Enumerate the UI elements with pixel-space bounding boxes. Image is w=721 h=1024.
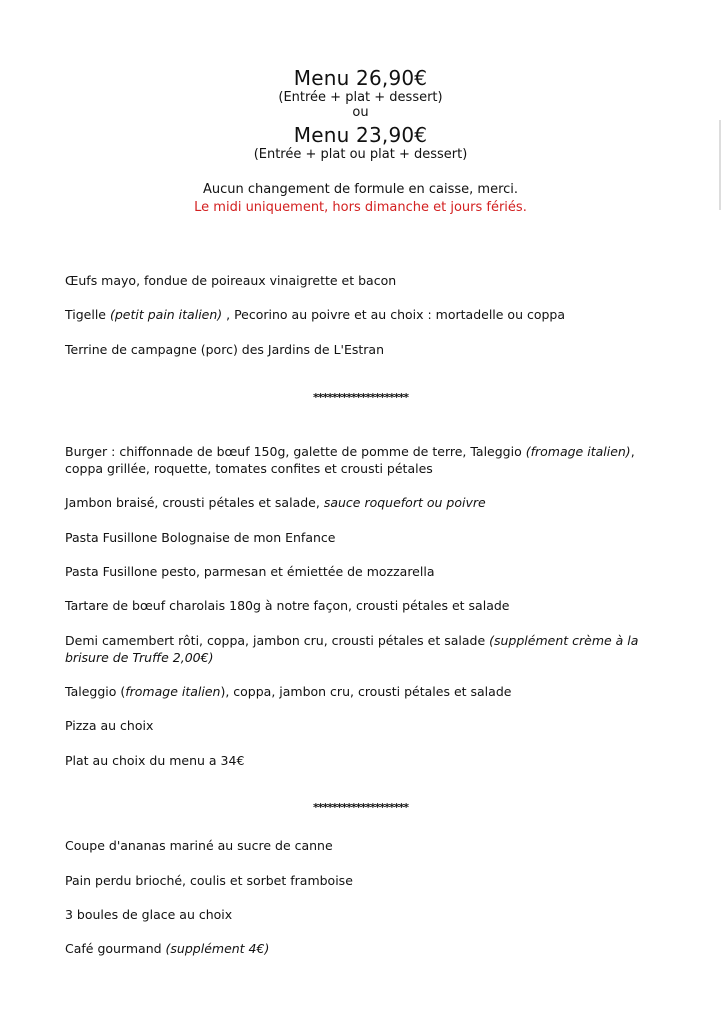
- plat-text: Taleggio (: [65, 684, 126, 699]
- plat-italic-text: sauce roquefort ou poivre: [323, 495, 486, 510]
- separator: ********************: [312, 801, 409, 814]
- entree-text: Tigelle: [65, 307, 110, 322]
- separator: ********************: [312, 391, 409, 404]
- plat-item: [65, 494, 665, 511]
- menu-header: [0, 66, 721, 217]
- plat-item: [65, 563, 665, 580]
- menu2-title: Menu 23,90€: [293, 123, 428, 147]
- plat-text: ), coppa, jambon cru, crousti pétales et salade: [220, 684, 512, 699]
- plat-item: [65, 529, 665, 546]
- plat-item: [65, 717, 665, 734]
- plat-text: Demi camembert rôti, coppa, jambon cru, crousti pétales et salade: [65, 633, 490, 648]
- entree-item: [65, 306, 665, 323]
- menu1-subtitle: (Entrée + plat + dessert): [278, 90, 443, 105]
- plat-text: Tartare de bœuf charolais 180g à notre façon, crousti pétales et salade: [65, 598, 510, 613]
- plat-text: Pasta Fusillone Bolognaise de mon Enfance: [65, 530, 336, 545]
- lunch-only-note: Le midi uniquement, hors dimanche et jours fériés.: [194, 200, 527, 215]
- plat-text: Plat au choix du menu a 34€: [65, 753, 245, 768]
- entree-text: Terrine de campagne (porc) des Jardins de L'Estran: [65, 342, 385, 357]
- plat-text: , coppa grillée, roquette, tomates confites et crousti pétales: [65, 444, 635, 476]
- dessert-italic-text: (supplément 4€): [165, 941, 270, 956]
- plat-text: Burger : chiffonnade de bœuf 150g, galette de pomme de terre, Taleggio: [65, 444, 526, 459]
- plat-item: [65, 597, 665, 614]
- dessert-item: [65, 837, 665, 854]
- dessert-text: Coupe d'ananas mariné au sucre de canne: [65, 838, 333, 853]
- entree-item: [65, 341, 665, 358]
- plat-italic-text: (fromage italien): [525, 444, 631, 459]
- dessert-text: Pain perdu brioché, coulis et sorbet framboise: [65, 873, 353, 888]
- plat-text: Pasta Fusillone pesto, parmesan et émiettée de mozzarella: [65, 564, 435, 579]
- formula-note: Aucun changement de formule en caisse, merci.: [202, 182, 519, 197]
- entree-text: Œufs mayo, fondue de poireaux vinaigrette et bacon: [65, 273, 397, 288]
- menu1-title: Menu 26,90€: [293, 66, 428, 90]
- plat-item: [65, 632, 665, 666]
- plat-italic-text: fromage italien: [125, 684, 221, 699]
- dessert-item: [65, 906, 665, 923]
- plat-italic-text: (supplément crème à la brisure de Truffe 2,00€): [65, 633, 639, 665]
- entree-item: [65, 272, 665, 289]
- plat-item: [65, 683, 665, 700]
- dessert-text: Café gourmand: [65, 941, 166, 956]
- dessert-item: [65, 940, 665, 957]
- plat-text: Pizza au choix: [65, 718, 154, 733]
- plat-item: [65, 443, 665, 477]
- menu2-subtitle: (Entrée + plat ou plat + dessert): [253, 147, 468, 162]
- plat-item: [65, 752, 665, 769]
- or-text: ou: [352, 105, 369, 120]
- plat-text: Jambon braisé, crousti pétales et salade,: [65, 495, 324, 510]
- entree-italic-text: (petit pain italien): [109, 307, 223, 322]
- dessert-item: [65, 872, 665, 889]
- entree-text: , Pecorino au poivre et au choix : mortadelle ou coppa: [222, 307, 566, 322]
- dessert-text: 3 boules de glace au choix: [65, 907, 233, 922]
